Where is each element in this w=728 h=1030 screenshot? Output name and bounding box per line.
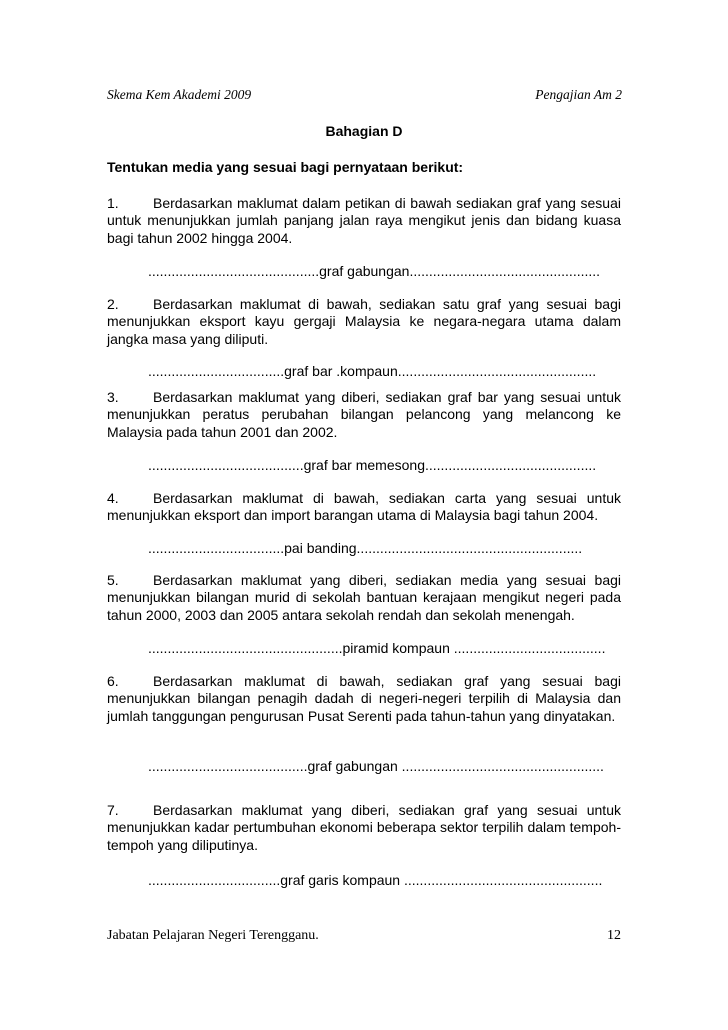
answer-1: ............................................graf gabungan................................................. (148, 263, 601, 279)
question-number: 2. (107, 296, 119, 312)
question-text: Berdasarkan maklumat yang diberi, sediakan graf bar yang sesuai untuk menunjukkan peratus perubahan bilangan pelancong yang melancong ke Malaysia pada tahun 2001 dan 2002. (107, 389, 621, 440)
answer-4: ...................................pai banding.......................................................... (148, 540, 583, 556)
header-right: Pengajian Am 2 (535, 87, 622, 102)
question-text: Berdasarkan maklumat di bawah, sediakan satu graf yang sesuai bagi menunjukkan eksport kayu gergaji Malaysia ke negara-negara utama dalam jangka masa yang diliputi. (107, 296, 621, 347)
question-6 (107, 673, 621, 725)
question-2 (107, 296, 621, 348)
answer-7: ..................................graf garis kompaun ................................................... (148, 872, 603, 888)
answer-5: ..................................................piramid kompaun ....................................... (148, 640, 606, 656)
question-text: Berdasarkan maklumat yang diberi, sediakan graf yang sesuai untuk menunjukkan kadar pertumbuhan ekonomi beberapa sektor terpilih dalam tempoh-tempoh yang diliputinya. (107, 802, 621, 853)
question-number: 4. (107, 490, 119, 506)
question-number: 5. (107, 572, 119, 588)
question-text: Berdasarkan maklumat di bawah, sediakan carta yang sesuai untuk menunjukkan eksport dan import barangan utama di Malaysia bagi tahun 2004. (107, 490, 621, 524)
instruction: Tentukan media yang sesuai bagi pernyataan berikut: (107, 159, 464, 175)
question-3 (107, 389, 621, 441)
question-number: 1. (107, 195, 119, 211)
answer-6: .........................................graf gabungan .................................................... (148, 758, 604, 774)
question-1 (107, 195, 621, 247)
question-4 (107, 490, 621, 525)
question-number: 6. (107, 673, 119, 689)
question-5 (107, 572, 621, 624)
question-text: Berdasarkan maklumat dalam petikan di bawah sediakan graf yang sesuai untuk menunjukkan jumlah panjang jalan raya mengikut jenis dan bidang kuasa bagi tahun 2002 hingga 2004. (107, 195, 621, 246)
footer-left: Jabatan Pelajaran Negeri Terengganu. (107, 928, 319, 943)
header-left: Skema Kem Akademi 2009 (107, 87, 252, 102)
question-text: Berdasarkan maklumat yang diberi, sediakan media yang sesuai bagi menunjukkan bilangan murid di sekolah bantuan kerajaan mengikut negeri pada tahun 2000, 2003 dan 2005 antara sekolah rendah dan sekolah menengah. (107, 572, 621, 623)
section-title: Bahagian D (325, 123, 403, 139)
question-number: 3. (107, 389, 119, 405)
question-7 (107, 802, 621, 854)
question-number: 7. (107, 802, 119, 818)
answer-2: ...................................graf bar .kompaun................................................... (148, 363, 597, 379)
question-text: Berdasarkan maklumat di bawah, sediakan graf yang sesuai bagi menunjukkan bilangan penagih dadah di negeri-negeri terpilih di Malaysia dan jumlah tanggungan pengurusan Pusat Serenti pada tahun-tahun yang dinyatakan. (107, 673, 621, 724)
page-number: 12 (607, 928, 621, 943)
answer-3: ........................................graf bar memesong............................................ (148, 457, 597, 473)
